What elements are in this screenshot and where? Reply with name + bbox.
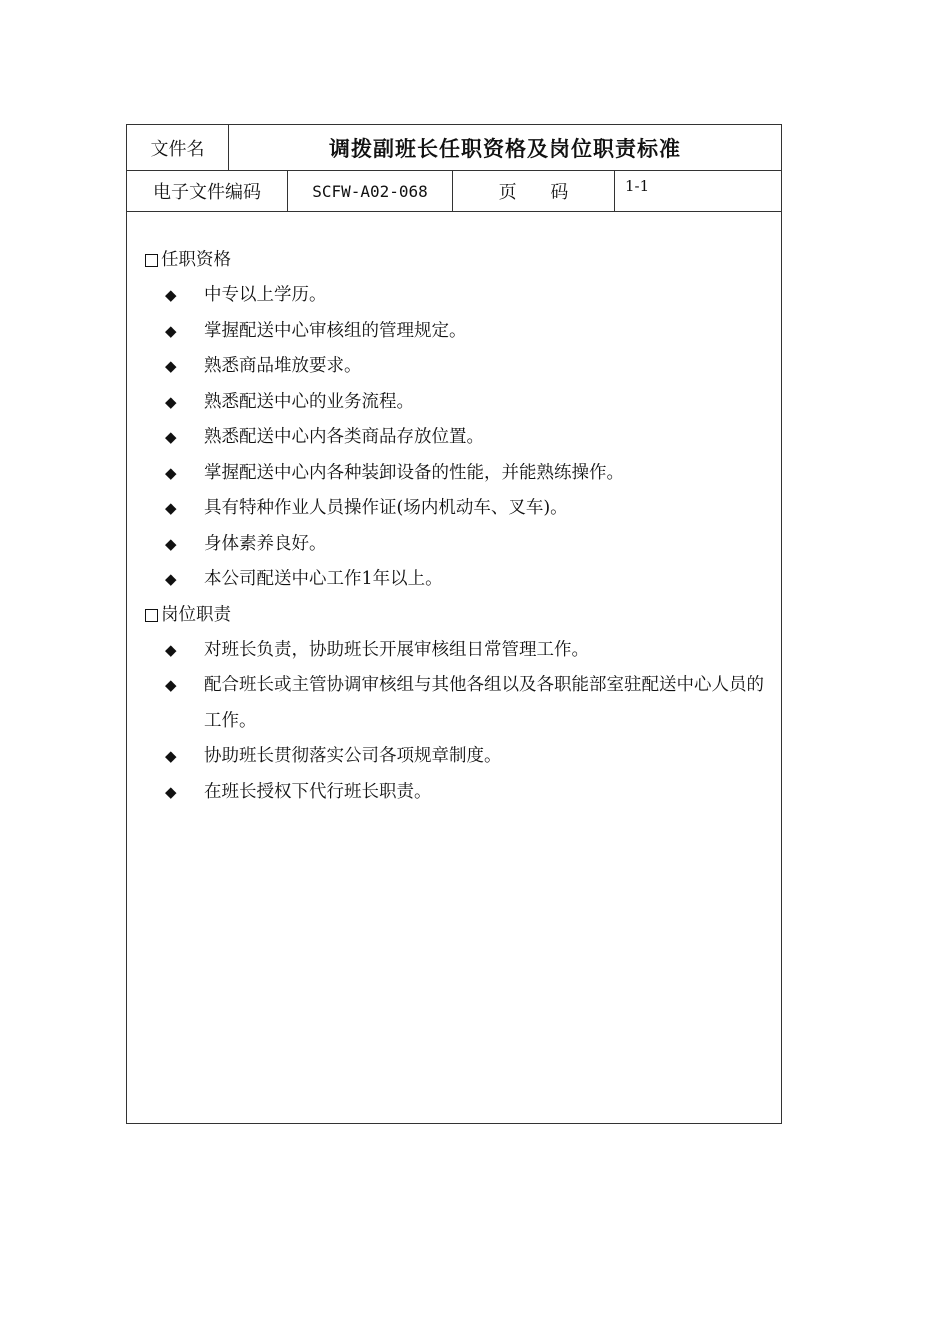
header-row-title [127,125,781,171]
diamond-bullet-icon: ◆ [165,570,177,588]
section-heading-text: 任职资格 [161,250,231,270]
diamond-bullet-icon: ◆ [165,747,177,765]
section-heading [145,598,767,633]
list-item-text: 熟悉商品堆放要求。 [204,356,362,376]
list-item [145,527,767,563]
list-item-text: 熟悉配送中心内各类商品存放位置。 [204,427,484,447]
list-item [145,385,767,421]
section-heading-text: 岗位职责 [161,604,231,625]
diamond-bullet-icon: ◆ [165,499,177,517]
list-item-text: 中专以上学历。 [204,285,327,305]
diamond-bullet-icon: ◆ [165,286,177,304]
diamond-bullet-icon: ◆ [165,782,177,801]
list-item [145,739,767,775]
list-item-text: 熟悉配送中心的业务流程。 [204,391,414,412]
list-item [145,668,767,739]
section-responsibilities [145,598,767,811]
list-item [145,278,767,314]
list-item-text: 掌握配送中心审核组的管理规定。 [204,320,467,341]
diamond-bullet-icon: ◆ [165,428,177,446]
code-label: 电子文件编码 [127,171,288,211]
list-item-text: 协助班长贯彻落实公司各项规章制度。 [204,746,502,766]
document-title: 调拨副班长任职资格及岗位职责标准 [329,136,681,161]
header-row-code [127,171,781,212]
page-label: 页 码 [453,171,615,211]
list-item [145,633,767,669]
responsibilities-list [145,633,767,811]
list-item-text: 身体素养良好。 [204,533,327,554]
file-name-label: 文件名 [127,125,229,170]
checkbox-icon [145,609,158,622]
list-item [145,562,767,598]
document-frame [126,124,782,1124]
list-item [145,420,767,456]
list-item-text: 具有特种作业人员操作证(场内机动车、叉车)。 [204,498,568,518]
list-item-text: 掌握配送中心内各种装卸设备的性能，并能熟练操作。 [204,462,624,483]
diamond-bullet-icon: ◆ [165,534,177,553]
list-item-text: 配合班长或主管协调审核组与其他各组以及各职能部室驻配送中心人员的工作。 [204,675,764,731]
diamond-bullet-icon: ◆ [165,357,177,375]
list-item-text: 在班长授权下代行班长职责。 [204,781,432,802]
list-item [145,775,767,811]
document-body [145,243,767,810]
diamond-bullet-icon: ◆ [165,392,177,411]
page-value: 1-1 [625,177,650,195]
diamond-bullet-icon: ◆ [165,463,177,482]
list-item [145,349,767,385]
diamond-bullet-icon: ◆ [165,676,177,694]
qualifications-list [145,278,767,598]
checkbox-icon [145,254,158,267]
section-qualifications [145,243,767,598]
list-item-text: 本公司配送中心工作1年以上。 [204,569,443,589]
list-item-text: 对班长负责，协助班长开展审核组日常管理工作。 [204,639,589,660]
list-item [145,314,767,350]
diamond-bullet-icon: ◆ [165,321,177,340]
list-item [145,456,767,492]
code-value: SCFW-A02-068 [288,171,453,211]
diamond-bullet-icon: ◆ [165,640,177,659]
section-heading [145,243,767,278]
list-item [145,491,767,527]
